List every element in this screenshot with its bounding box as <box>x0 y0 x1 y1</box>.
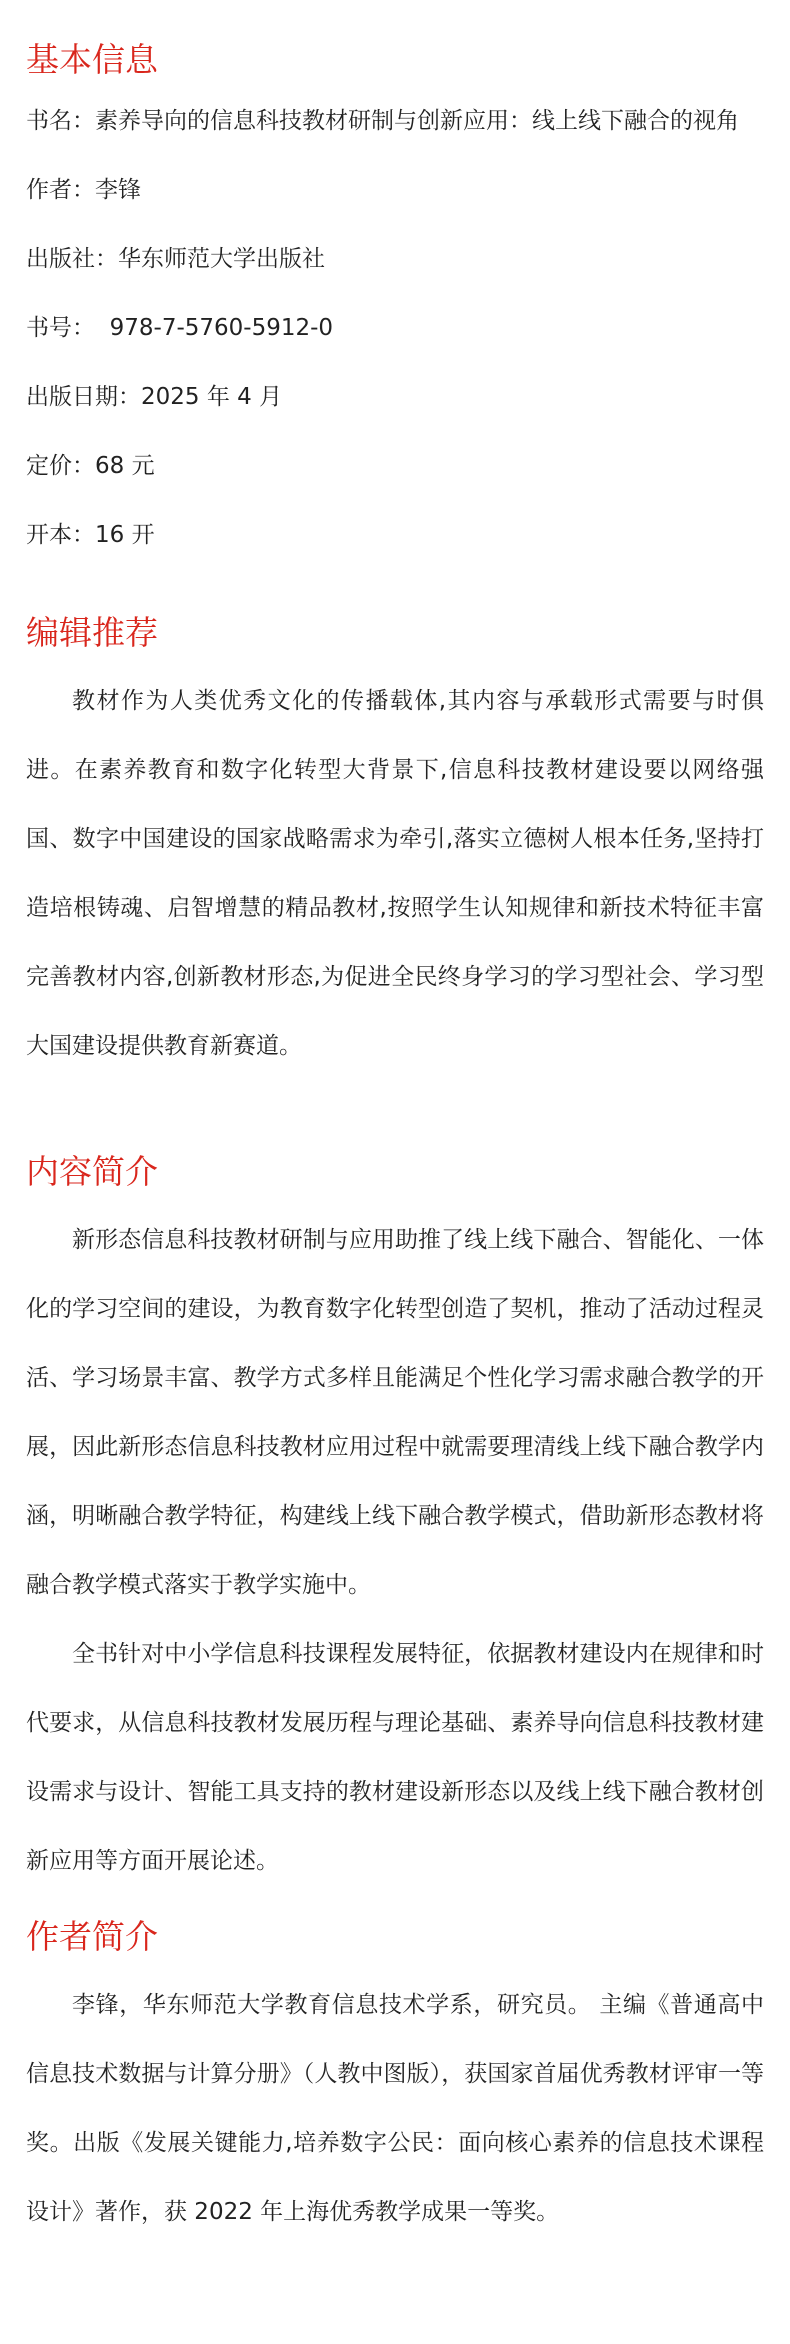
content-intro-section <box>26 1081 764 1896</box>
paragraph: 新形态信息科技教材研制与应用助推了线上线下融合、智能化、一体化的学习空间的建设，为教育数字化转型创造了契机，推动了活动过程灵活、学习场景丰富、教学方式多样且能满足个性化学习需求融合教学的开展，因此新形态信息科技教材应用过程中就需要理清线上线下融合教学内涵，明晰融合教学特征，构建线上线下融合教学模式，借助新形态教材将融合教学模式落实于教学实施中。 <box>26 1227 764 1598</box>
book-name: 书名：素养导向的信息科技教材研制与创新应用：线上线下融合的视角 <box>26 108 739 134</box>
publisher: 出版社：华东师范大学出版社 <box>26 246 325 272</box>
publication-date: 出版日期：2025 年 4 月 <box>26 384 283 410</box>
section-title-editor-recommendation: 编辑推荐 <box>26 613 158 652</box>
basic-info-section <box>26 0 764 551</box>
paragraph: 全书针对中小学信息科技课程发展特征，依据教材建设内在规律和时代要求，从信息科技教材发展历程与理论基础、素养导向信息科技教材建设需求与设计、智能工具支持的教材建设新形态以及线上线下融合教材创新应用等方面开展论述。 <box>26 1641 764 1874</box>
editor-recommendation-section <box>26 588 764 1081</box>
format: 开本：16 开 <box>26 522 155 548</box>
section-title-content-intro: 内容简介 <box>26 1152 158 1191</box>
price: 定价：68 元 <box>26 453 155 479</box>
section-title-author-intro: 作者简介 <box>26 1917 158 1956</box>
author-intro-section <box>26 1896 764 2247</box>
author: 作者：李锋 <box>26 177 141 203</box>
section-title-basic-info: 基本信息 <box>26 40 158 79</box>
paragraph: 李锋，华东师范大学教育信息技术学系，研究员。 主编《普通高中信息技术数据与计算分册》（人教中图版），获国家首届优秀教材评审一等奖。出版《发展关键能力,培养数字公民：面向核心素养的信息技术课程设计》著作，获 2022 年上海优秀教学成果一等奖。 <box>26 1992 764 2225</box>
isbn: 书号： 978-7-5760-5912-0 <box>26 315 334 341</box>
paragraph: 教材作为人类优秀文化的传播载体,其内容与承载形式需要与时俱进。在素养教育和数字化转型大背景下,信息科技教材建设要以网络强国、数字中国建设的国家战略需求为牵引,落实立德树人根本任务,坚持打造培根铸魂、启智增慧的精品教材,按照学生认知规律和新技术特征丰富完善教材内容,创新教材形态,为促进全民终身学习的学习型社会、学习型大国建设提供教育新赛道。 <box>26 688 764 1059</box>
